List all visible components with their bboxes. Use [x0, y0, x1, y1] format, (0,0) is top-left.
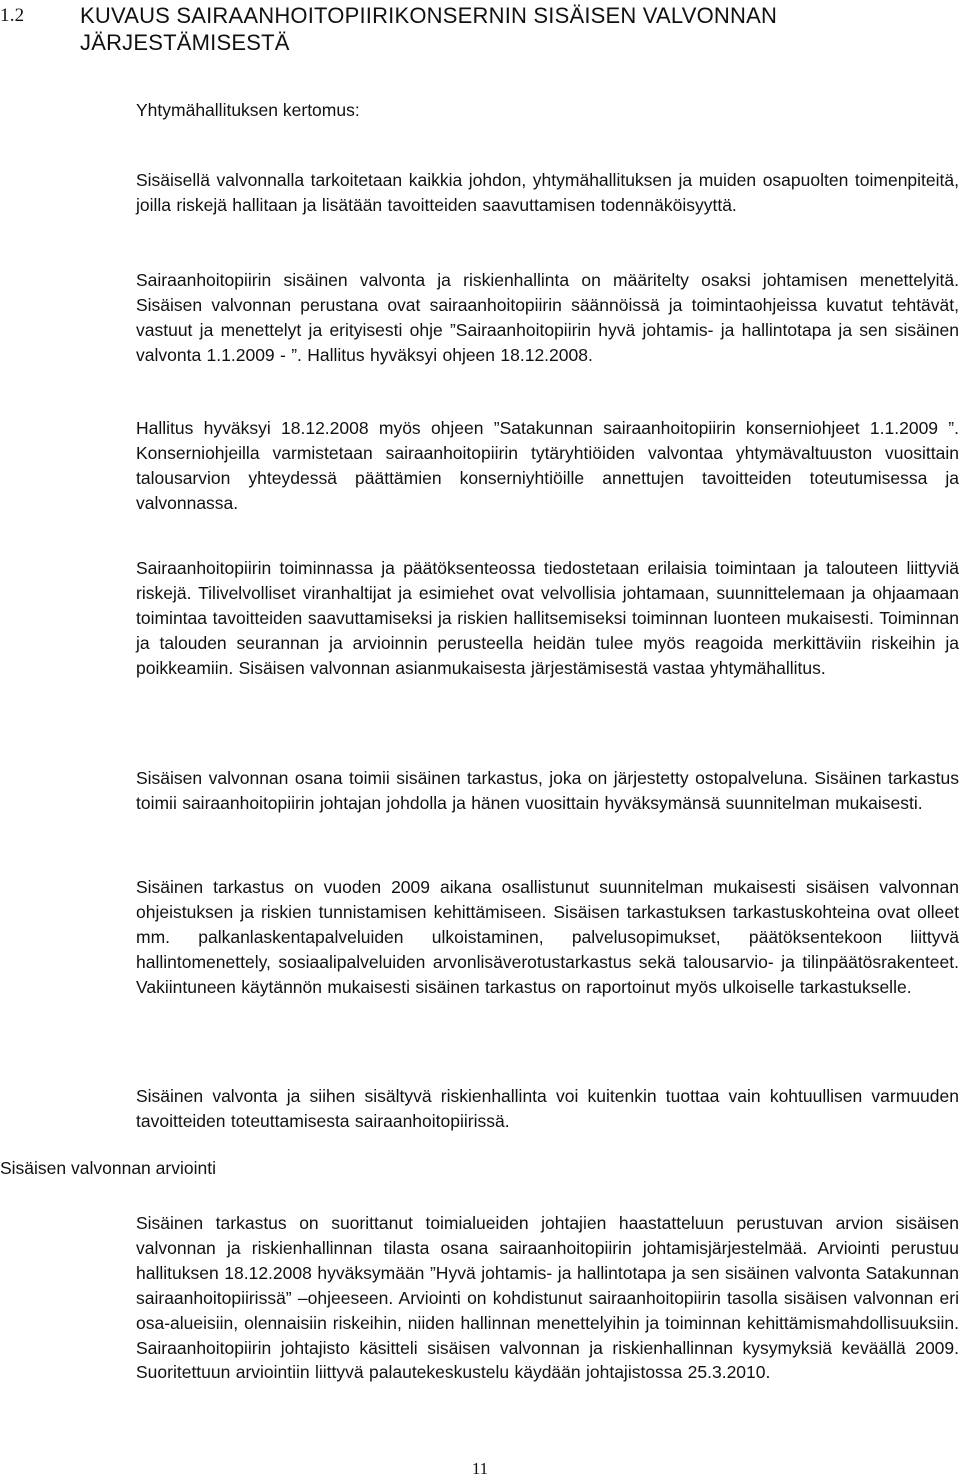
paragraph-2: Sairaanhoitopiirin sisäinen valvonta ja riskienhallinta on määritelty osaksi johtamisen menettelyitä. Sisäisen valvonnan perustana ovat sairaanhoitopiirin säännöissä ja toimintaohjeissa kuvatut tehtävät, vastuut ja menettelyt ja erityisesti ohje ”Sairaanhoitopiirin hyvä johtamis- ja hallintotapa ja sen sisäinen valvonta 1.1.2009 - ”. Hallitus hyväksyi ohjeen 18.12.2008.: [136, 270, 959, 365]
paragraph-3: Hallitus hyväksyi 18.12.2008 myös ohjeen ”Satakunnan sairaanhoitopiirin konserniohjeet 1.1.2009 ”. Konserniohjeilla varmistetaan sairaanhoitopiirin tytäryhtiöiden valvontaa yhtymävaltuuston vuosittain talousarvion yhteydessä päättämien konserniyhtiöille annettujen tavoitteiden toteutumisessa ja valvonnassa.: [136, 418, 959, 513]
paragraph-6: Sisäinen tarkastus on vuoden 2009 aikana osallistunut suunnitelman mukaisesti sisäisen valvonnan ohjeistuksen ja riskien tunnistamisen kehittämiseen. Sisäisen tarkastuksen tarkastuskohteina ovat olleet mm. palkanlaskentapalveluiden ulkoistaminen, palvelusopimukset, päätöksentekoon liittyvä hallintomenettely, sosiaalipalveluiden arvonlisäverotustarkastus sekä talousarvio- ja tilinpäätösrakenteet. Vakiintuneen käytännön mukaisesti sisäinen tarkastus on raportoinut myös ulkoiselle tarkastukselle.: [136, 877, 959, 997]
section-title: KUVAUS SAIRAANHOITOPIIRIKONSERNIN SISÄISEN VALVONNAN JÄRJESTÄMISESTÄ: [80, 3, 778, 55]
paragraph-7: Sisäinen valvonta ja siihen sisältyvä riskienhallinta voi kuitenkin tuottaa vain kohtuullisen varmuuden tavoitteiden toteuttamisesta sairaanhoitopiirissä.: [136, 1086, 959, 1131]
side-heading: Sisäisen valvonnan arviointi: [0, 1158, 216, 1178]
subheading: Yhtymähallituksen kertomus:: [136, 100, 360, 120]
page-number: 11: [471, 1459, 489, 1478]
section-number: 1.2: [0, 5, 25, 26]
paragraph-4: Sairaanhoitopiirin toiminnassa ja päätöksenteossa tiedostetaan erilaisia toimintaan ja talouteen liittyviä riskejä. Tilivelvolliset viranhaltijat ja esimiehet ovat velvollisia johtamaan, suunnittelemaan ja ohjaamaan toimintaa tavoitteiden saavuttamiseksi ja riskien hallitsemiseksi toiminnan luonteen mukaisesti. Toiminnan ja talouden seurannan ja arvioinnin perusteella heidän tulee myös reagoida merkittäviin riskeihin ja poikkeamiin. Sisäisen valvonnan asianmukaisesta järjestämisestä vastaa yhtymähallitus.: [136, 558, 959, 678]
paragraph-8: Sisäinen tarkastus on suorittanut toimialueiden johtajien haastatteluun perustuvan arvion sisäisen valvonnan ja riskienhallinnan tilasta osana sairaanhoitopiirin johtamisjärjestelmää. Arviointi perustuu hallituksen 18.12.2008 hyväksymään ”Hyvä johtamis- ja hallintotapa ja sen sisäinen valvonta Satakunnan sairaanhoitopiirissä” –ohjeeseen. Arviointi on kohdistunut sairaanhoitopiirin tasolla sisäisen valvonnan eri osa-alueisiin, olennaisiin riskeihin, niiden hallinnan menettelyihin ja toiminnan kehittämismahdollisuuksiin. Sairaanhoitopiirin johtajisto käsitteli sisäisen valvonnan ja riskienhallinnan kysymyksiä keväällä 2009. Suoritettuun arviointiin liittyvä palautekeskustelu käydään johtajistossa 25.3.2010.: [136, 1213, 959, 1383]
paragraph-5: Sisäisen valvonnan osana toimii sisäinen tarkastus, joka on järjestetty ostopalveluna. Sisäinen tarkastus toimii sairaanhoitopiirin johtajan johdolla ja hänen vuosittain hyväksymänsä suunnitelman mukaisesti.: [136, 768, 959, 813]
paragraph-1: Sisäisellä valvonnalla tarkoitetaan kaikkia johdon, yhtymähallituksen ja muiden osapuolten toimenpiteitä, joilla riskejä hallitaan ja lisätään tavoitteiden saavuttamisen todennäköisyyttä.: [136, 170, 959, 215]
